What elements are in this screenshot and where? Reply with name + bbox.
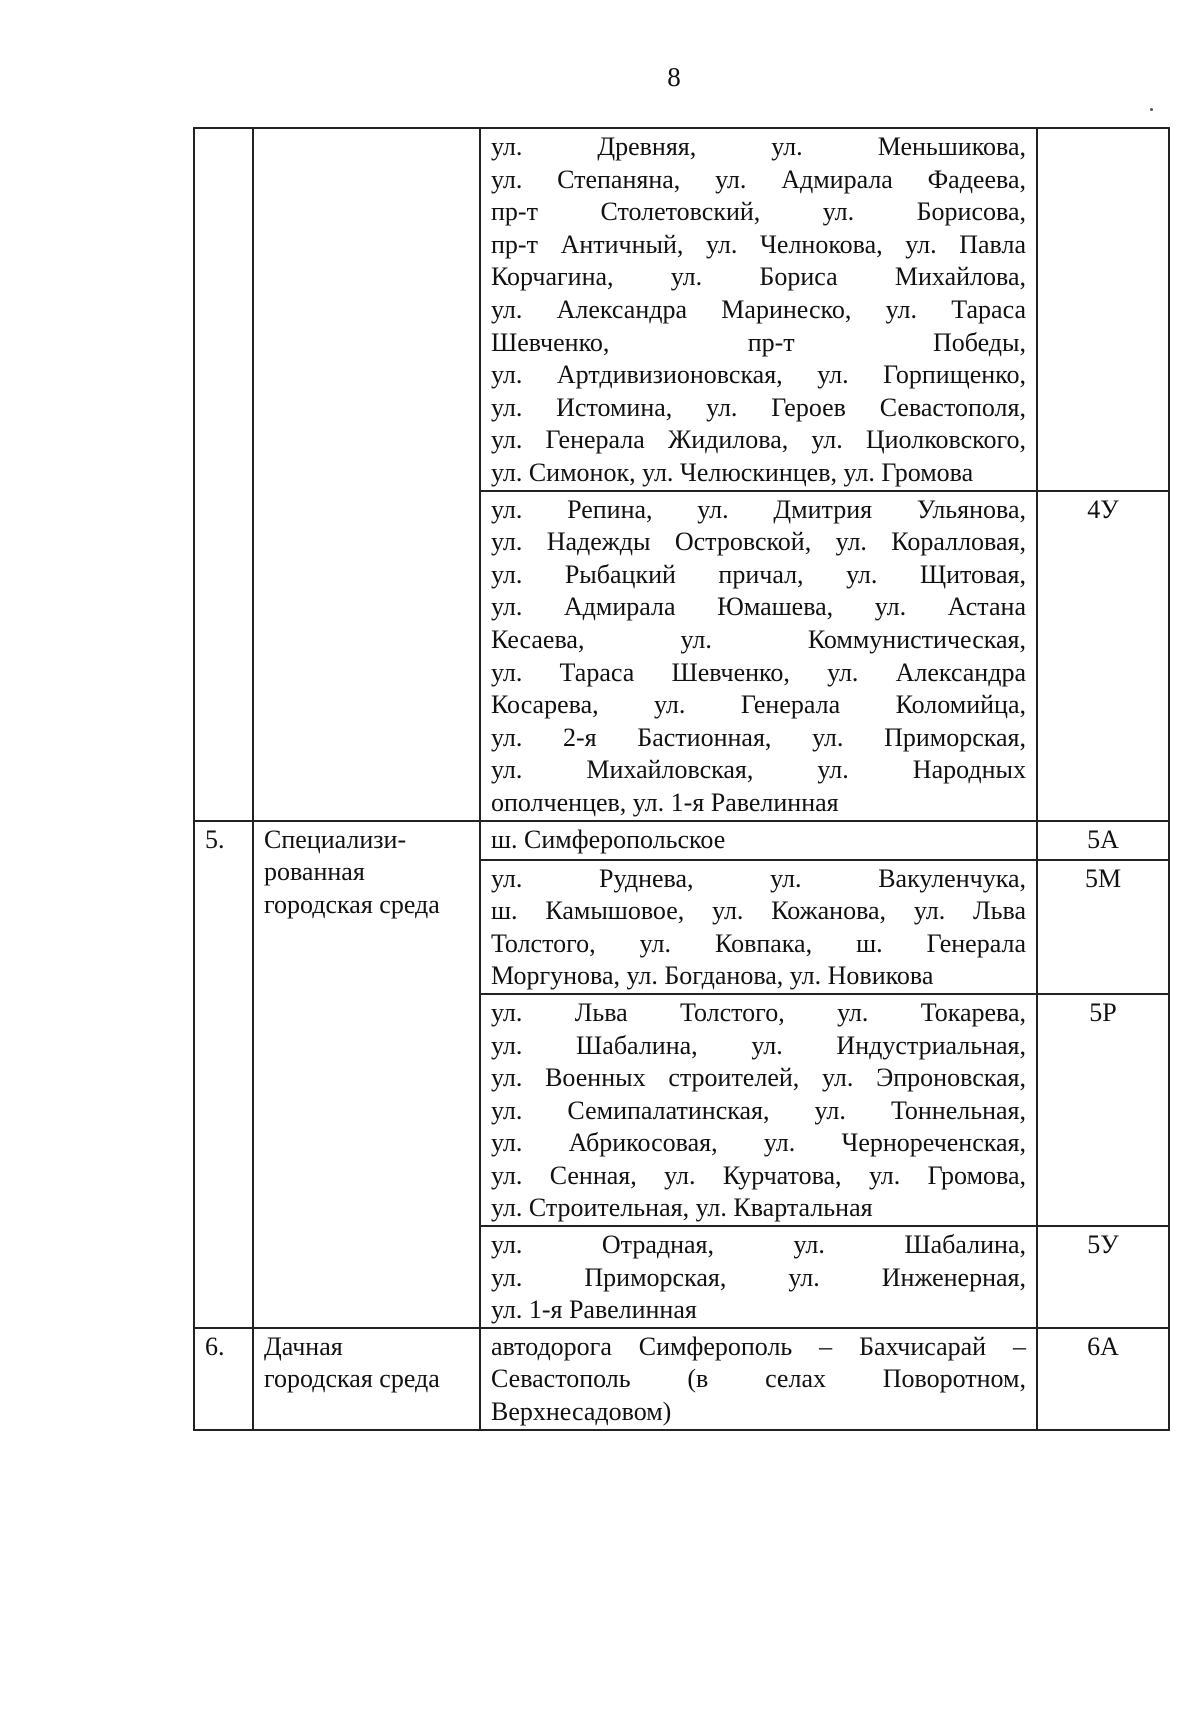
streets-cell	[480, 1328, 1037, 1430]
streets-cell	[480, 1226, 1037, 1328]
environment-cell	[253, 1328, 480, 1430]
street-line: ул. Степаняна, ул. Адмирала Фадеева,	[491, 164, 1026, 194]
street-line: Севастополь (в селах Поворотном,	[491, 1364, 1026, 1394]
street-line: ул. Симонок, ул. Челюскинцев, ул. Громова	[491, 457, 974, 487]
table-row	[194, 821, 1169, 860]
street-line: ул. Репина, ул. Дмитрия Ульянова,	[491, 494, 1026, 524]
row-number-cell	[194, 128, 253, 821]
row-number-cell: 5.	[194, 821, 253, 1328]
street-line: пр-т Античный, ул. Челнокова, ул. Павла	[491, 229, 1026, 259]
environment-name-line: городская среда	[264, 1364, 440, 1394]
scan-artifact-dot	[1150, 108, 1153, 111]
zone-code-cell: 5М	[1037, 860, 1169, 994]
environment-name-line: городская среда	[264, 889, 440, 919]
table-body	[194, 128, 1169, 1430]
environment-name-line: рованная	[264, 857, 365, 887]
street-line: ул. Отрадная, ул. Шабалина,	[491, 1230, 1026, 1260]
table-row	[194, 1328, 1169, 1430]
street-line: Корчагина, ул. Бориса Михайлова,	[491, 262, 1026, 292]
street-line: ул. Истомина, ул. Героев Севастополя,	[491, 392, 1026, 422]
street-line: ул. Тараса Шевченко, ул. Александра	[491, 657, 1026, 687]
zone-code-cell: 5У	[1037, 1226, 1169, 1328]
street-line: ул. Руднева, ул. Вакуленчука,	[491, 863, 1026, 893]
street-line: ул. 2-я Бастионная, ул. Приморская,	[491, 722, 1026, 752]
page-number: 8	[667, 62, 681, 92]
environment-cell	[253, 128, 480, 821]
streets-cell	[480, 491, 1037, 821]
street-line: ул. Абрикосовая, ул. Чернореченская,	[491, 1128, 1026, 1158]
street-line: ул. Приморская, ул. Инженерная,	[491, 1262, 1026, 1292]
zone-code-cell: 5Р	[1037, 994, 1169, 1226]
streets-cell	[480, 128, 1037, 491]
street-line: ш. Симферопольское	[491, 824, 726, 854]
zone-code-cell: 6А	[1037, 1328, 1169, 1430]
zone-code-cell: 4У	[1037, 491, 1169, 821]
street-line: ул. Рыбацкий причал, ул. Щитовая,	[491, 559, 1026, 589]
street-line: Верхнесадовом)	[491, 1397, 672, 1427]
street-line: Моргунова, ул. Богданова, ул. Новикова	[491, 961, 934, 991]
street-line: ул. Генерала Жидилова, ул. Циолковского,	[491, 425, 1026, 455]
street-line: ул. Артдивизионовская, ул. Горпищенко,	[491, 360, 1026, 390]
street-line: Косарева, ул. Генерала Коломийца,	[491, 690, 1026, 720]
street-line: ул. Семипалатинская, ул. Тоннельная,	[491, 1095, 1026, 1125]
zone-code-cell: 5А	[1037, 821, 1169, 860]
street-line: ул. 1-я Равелинная	[491, 1295, 697, 1325]
street-zones-table	[193, 127, 1170, 1431]
row-number-cell: 6.	[194, 1328, 253, 1430]
street-line: ул. Военных строителей, ул. Эпроновская,	[491, 1063, 1026, 1093]
street-line: ул. Михайловская, ул. Народных	[491, 755, 1026, 785]
street-line: Кесаева, ул. Коммунистическая,	[491, 624, 1026, 654]
street-line: Шевченко, пр-т Победы,	[491, 327, 1026, 357]
street-line: Толстого, ул. Ковпака, ш. Генерала	[491, 928, 1026, 958]
street-line: ополченцев, ул. 1-я Равелинная	[491, 787, 839, 817]
street-line: ул. Строительная, ул. Квартальная	[491, 1193, 873, 1223]
street-line: ул. Шабалина, ул. Индустриальная,	[491, 1030, 1026, 1060]
streets-cell	[480, 994, 1037, 1226]
zone-code-cell	[1037, 128, 1169, 491]
environment-name-line: Специализи-	[264, 824, 407, 854]
table-row	[194, 128, 1169, 491]
street-line: пр-т Столетовский, ул. Борисова,	[491, 197, 1026, 227]
street-line: автодорога Симферополь – Бахчисарай –	[491, 1331, 1026, 1361]
street-line: ул. Адмирала Юмашева, ул. Астана	[491, 592, 1026, 622]
environment-name-line: Дачная	[264, 1331, 343, 1361]
street-line: ул. Александра Маринеско, ул. Тараса	[491, 294, 1026, 324]
streets-cell	[480, 860, 1037, 994]
street-line: ул. Древняя, ул. Меньшикова,	[491, 132, 1026, 161]
street-line: ул. Надежды Островской, ул. Коралловая,	[491, 527, 1026, 557]
environment-cell	[253, 821, 480, 1328]
streets-cell	[480, 821, 1037, 860]
street-line: ул. Сенная, ул. Курчатова, ул. Громова,	[491, 1160, 1026, 1190]
street-line: ш. Камышовое, ул. Кожанова, ул. Льва	[491, 896, 1026, 926]
street-line: ул. Льва Толстого, ул. Токарева,	[491, 997, 1026, 1027]
